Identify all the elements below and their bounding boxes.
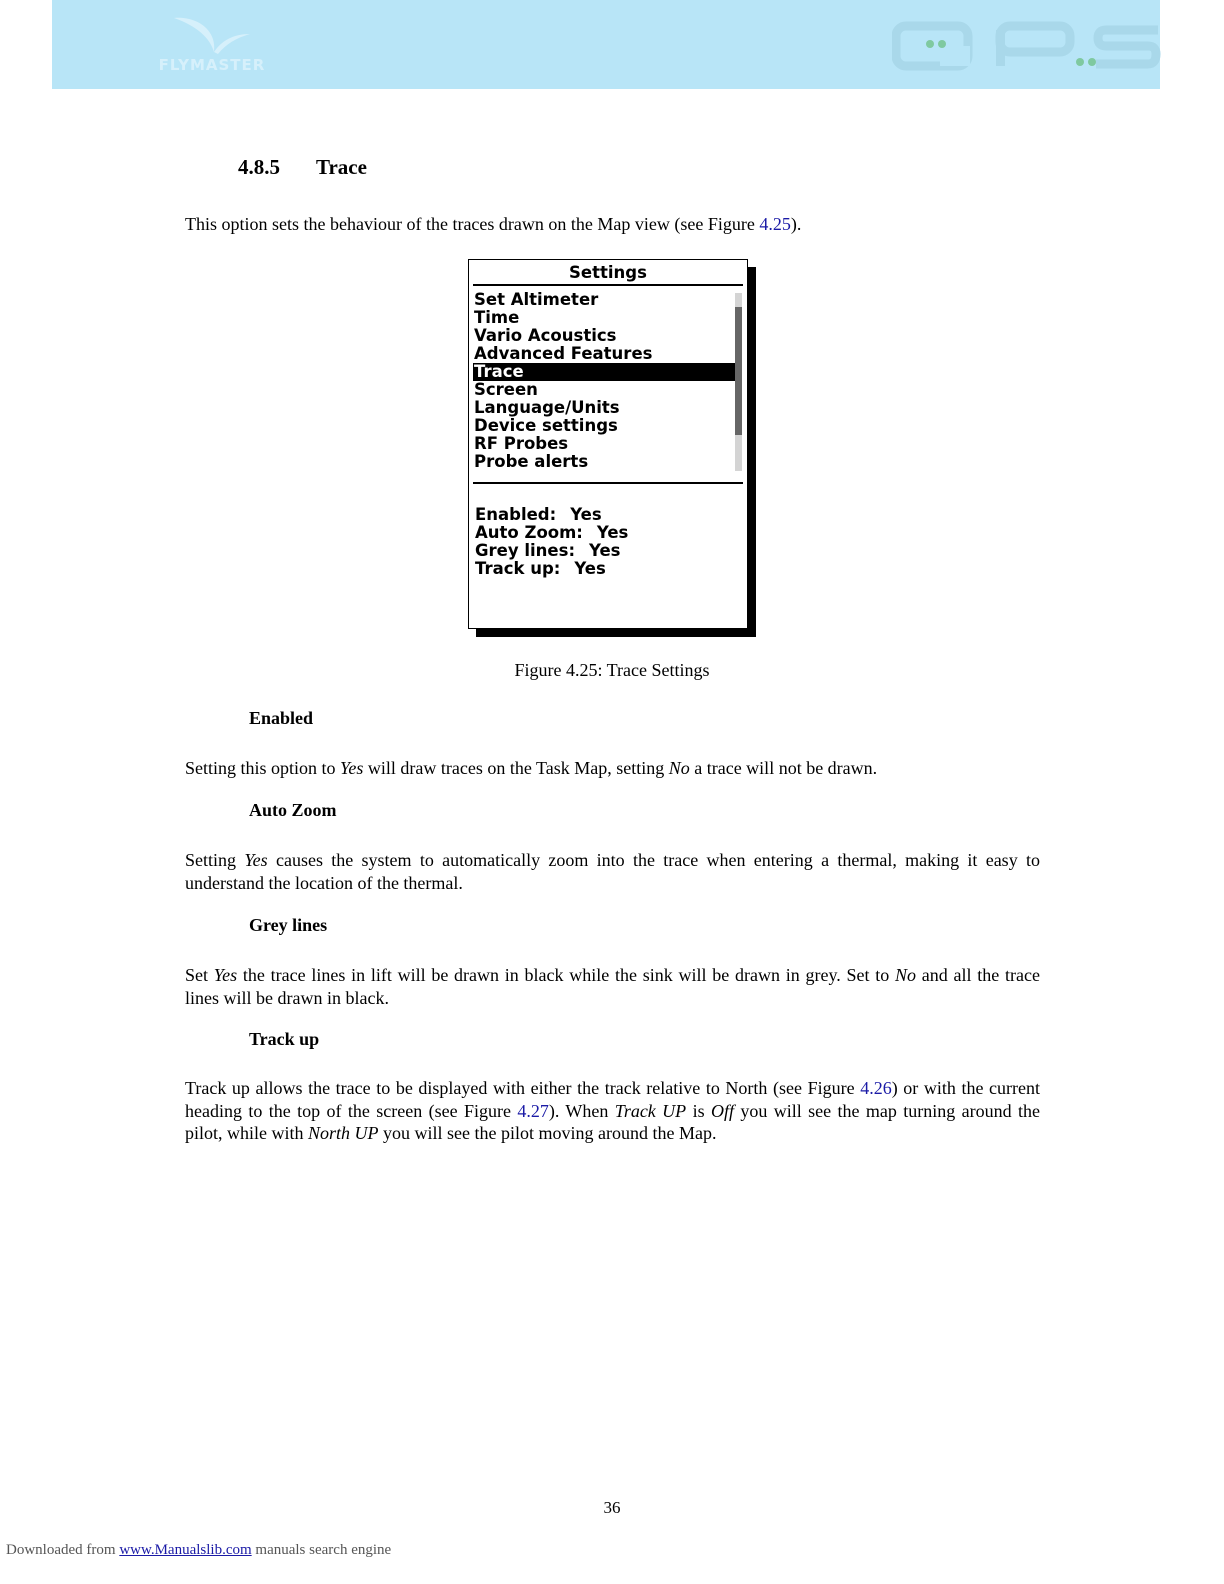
intro-text: This option sets the behaviour of the traces drawn on the Map view (see Figure bbox=[185, 214, 760, 234]
menu-item[interactable]: Language/Units bbox=[474, 398, 620, 417]
section-title: Trace bbox=[316, 155, 367, 179]
title-divider bbox=[473, 284, 743, 286]
brand-text: FLYMASTER bbox=[158, 56, 266, 74]
detail-row bbox=[475, 524, 628, 542]
page-number: 36 bbox=[603, 1498, 621, 1517]
menu-item[interactable]: Screen bbox=[474, 380, 538, 399]
figure-link[interactable]: 4.25 bbox=[759, 214, 791, 234]
text: and all the trace lines will be drawn in black. bbox=[185, 965, 1040, 1008]
figure-link[interactable]: 4.26 bbox=[860, 1078, 892, 1098]
detail-row bbox=[475, 506, 628, 524]
emphasis: Off bbox=[710, 1100, 734, 1121]
menu-item[interactable]: Vario Acoustics bbox=[474, 326, 617, 345]
emphasis: Yes bbox=[340, 758, 364, 778]
detail-value: Yes bbox=[570, 505, 602, 524]
figure-caption: Figure 4.25: Trace Settings bbox=[514, 660, 710, 680]
menu-item[interactable]: Set Altimeter bbox=[474, 290, 599, 309]
emphasis: Track UP bbox=[614, 1100, 687, 1121]
footer-suffix: manuals search engine bbox=[251, 1542, 392, 1558]
menu-item[interactable]: Probe alerts bbox=[474, 452, 589, 471]
header-banner bbox=[52, 0, 1160, 89]
gps-logo-icon bbox=[892, 20, 1162, 72]
text: you will see the map turning around the pilot, while with bbox=[185, 1100, 1040, 1143]
subheading-track-up: Track up bbox=[249, 1029, 320, 1049]
footer bbox=[6, 1542, 391, 1559]
emphasis: No bbox=[668, 758, 690, 778]
detail-label: Grey lines: bbox=[475, 541, 576, 560]
detail-value: Yes bbox=[596, 523, 629, 542]
text: Setting this option to bbox=[185, 758, 341, 778]
emphasis: Yes bbox=[244, 850, 268, 870]
intro-suffix: ). bbox=[790, 214, 802, 234]
detail-value: Yes bbox=[589, 541, 621, 560]
paragraph-enabled bbox=[185, 757, 1040, 780]
menu-item[interactable]: Advanced Features bbox=[474, 344, 653, 363]
menu-item[interactable]: RF Probes bbox=[474, 434, 569, 453]
text: Setting bbox=[185, 850, 245, 870]
text: ) or with the current heading to the top of the screen (see Figure bbox=[185, 1078, 1040, 1121]
text: a trace will not be drawn. bbox=[689, 758, 878, 778]
trace-details bbox=[475, 506, 628, 578]
menu-item-selected[interactable]: Trace bbox=[473, 363, 735, 381]
paragraph-track-up bbox=[185, 1077, 1040, 1145]
emphasis: North UP bbox=[308, 1123, 379, 1143]
wing-icon bbox=[162, 12, 252, 56]
figure-link[interactable]: 4.27 bbox=[517, 1100, 549, 1121]
subheading-enabled: Enabled bbox=[249, 708, 314, 728]
detail-row bbox=[475, 560, 628, 578]
text: will draw traces on the Task Map, setting bbox=[363, 758, 669, 778]
flymaster-logo bbox=[152, 12, 272, 78]
text: ). When bbox=[548, 1100, 615, 1121]
device-title: Settings bbox=[569, 263, 647, 282]
text: causes the system to automatically zoom into the trace when entering a thermal, making it easy to understand the location of the thermal. bbox=[185, 850, 1040, 893]
text: is bbox=[686, 1100, 711, 1121]
detail-label: Track up: bbox=[475, 559, 561, 578]
text: Track up allows the trace to be displayed with either the track relative to North (see Figure bbox=[185, 1078, 861, 1098]
detail-row bbox=[475, 542, 628, 560]
menu-item[interactable]: Time bbox=[474, 308, 520, 327]
emphasis: Yes bbox=[213, 965, 238, 985]
text: the trace lines in lift will be drawn in black while the sink will be drawn in grey. Set to bbox=[237, 965, 896, 985]
text: you will see the pilot moving around the Map. bbox=[378, 1123, 717, 1143]
settings-menu bbox=[473, 291, 735, 471]
paragraph-auto-zoom bbox=[185, 849, 1040, 894]
detail-label: Enabled: bbox=[475, 505, 557, 524]
details-divider bbox=[473, 482, 743, 484]
footer-link[interactable]: www.Manualslib.com bbox=[119, 1542, 252, 1558]
menu-item[interactable]: Device settings bbox=[474, 416, 618, 435]
device-screen bbox=[468, 259, 748, 629]
detail-value: Yes bbox=[574, 559, 606, 578]
detail-label: Auto Zoom: bbox=[475, 523, 583, 542]
emphasis: No bbox=[895, 965, 917, 985]
intro-paragraph bbox=[185, 213, 1040, 236]
subheading-grey-lines: Grey lines bbox=[249, 915, 328, 935]
section-heading bbox=[238, 155, 367, 180]
scrollbar-thumb[interactable] bbox=[735, 307, 742, 435]
text: Set bbox=[185, 965, 214, 985]
footer-prefix: Downloaded from bbox=[6, 1542, 120, 1558]
paragraph-grey-lines bbox=[185, 964, 1040, 1009]
section-number: 4.8.5 bbox=[238, 155, 280, 179]
subheading-auto-zoom: Auto Zoom bbox=[249, 800, 337, 820]
